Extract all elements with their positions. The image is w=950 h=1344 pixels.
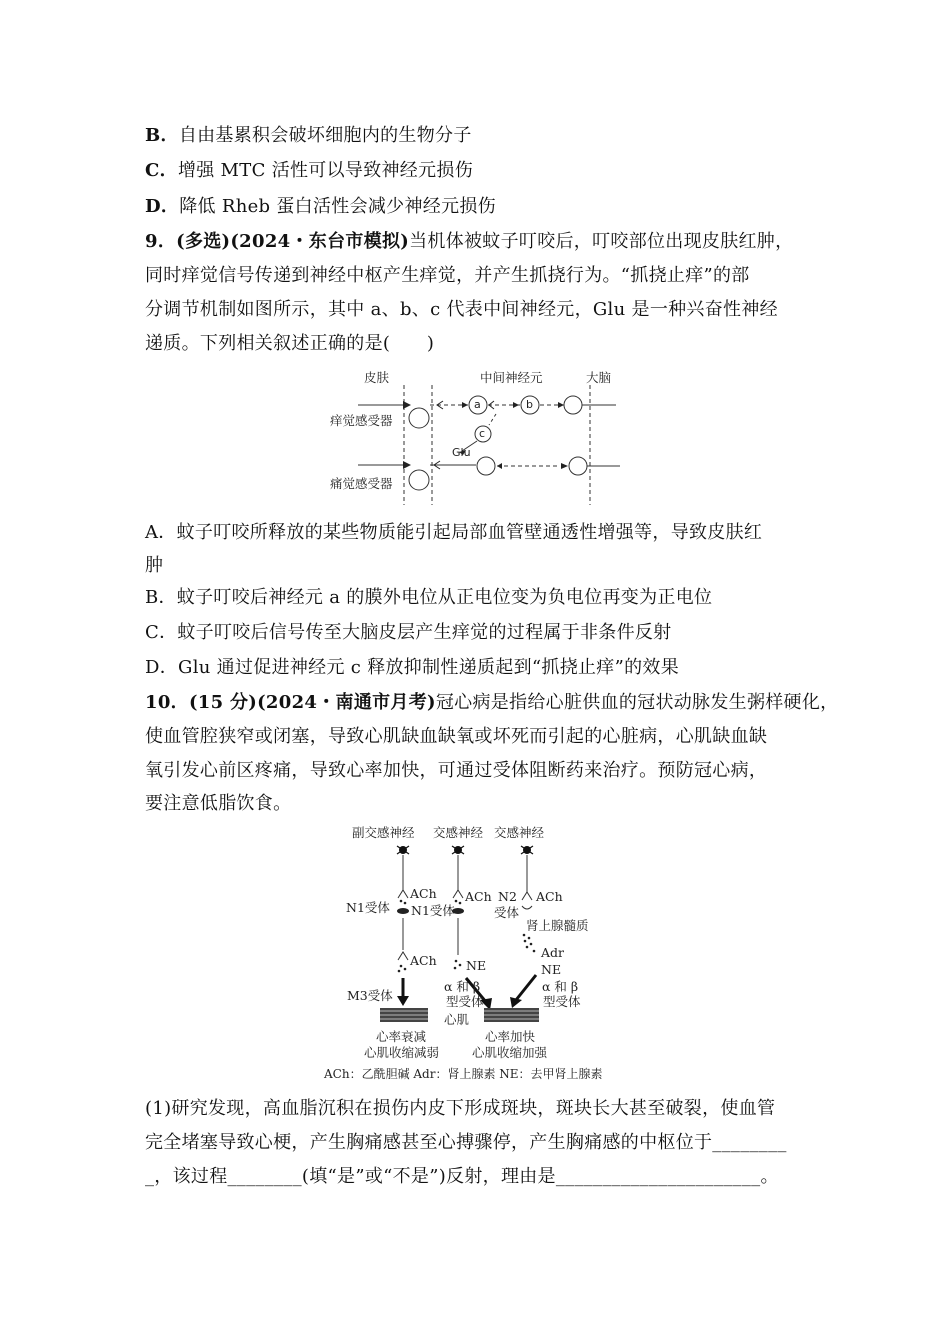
label-ach-1: ACh (410, 886, 437, 901)
question-number: 9． (145, 231, 177, 252)
label-skin: 皮肤 (364, 370, 390, 385)
q9-stem-line3: 分调节机制如图所示，其中 a、b、c 代表中间神经元，Glu 是一种兴奋性神经 (145, 299, 778, 320)
question-source: (15 分)(2024・南通市月考) (188, 692, 436, 713)
label-sympathetic-1: 交感神经 (433, 825, 484, 840)
question-source: (多选)(2024・东台市模拟) (176, 231, 410, 252)
option-letter: B． (145, 125, 179, 146)
q10-sub1-line3: _，该过程________(填“是”或“不是”)反射，理由是______________________。 (145, 1166, 779, 1187)
q9-option-a-line2: 肿 (145, 555, 164, 576)
label-ab-receptor-1: α 和 β (444, 979, 481, 994)
label-interneuron: 中间神经元 (480, 370, 543, 385)
label-m3-receptor: M3受体 (347, 988, 393, 1003)
label-ne-2: NE (541, 962, 562, 977)
label-adrenal-medulla: 肾上腺髓质 (526, 918, 589, 933)
label-ach-4: ACh (410, 953, 437, 968)
label-ach-3: ACh (536, 889, 563, 904)
label-pain-receptor: 痛觉感受器 (330, 476, 393, 491)
q9-stem-line4: 递质。下列相关叙述正确的是( ) (145, 333, 435, 354)
figure-legend: ACh：乙酰胆碱 Adr：肾上腺素 NE：去甲肾上腺素 (324, 1067, 603, 1081)
q9-option-d: D．Glu 通过促进神经元 c 释放抑制性递质起到“抓挠止痒”的效果 (145, 657, 680, 678)
label-adr: Adr (541, 945, 565, 960)
option-text: 自由基累积会破坏细胞内的生物分子 (178, 125, 472, 146)
label-parasympathetic: 副交感神经 (352, 825, 415, 840)
label-ab-receptor-1-suffix: 型受体 (446, 994, 484, 1009)
q9-option-b: B．蚊子叮咬后神经元 a 的膜外电位从正电位变为负电位再变为正电位 (145, 587, 713, 608)
label-ne-1: NE (466, 958, 487, 973)
q10-sub1-line2: 完全堵塞导致心梗，产生胸痛感甚至心搏骤停，产生胸痛感的中枢位于________ (145, 1132, 787, 1153)
node-c: c (479, 427, 486, 440)
label-n2-receptor-suffix: 受体 (494, 905, 520, 920)
option-letter: D． (145, 196, 180, 217)
label-contract-strong: 心肌收缩加强 (472, 1045, 548, 1060)
node-a: a (474, 398, 481, 411)
label-contract-weak: 心肌收缩减弱 (364, 1045, 440, 1060)
label-ach-2: ACh (465, 889, 492, 904)
label-sympathetic-2: 交感神经 (494, 825, 545, 840)
label-itch-receptor: 痒觉感受器 (330, 413, 393, 428)
label-myocardium: 心肌 (444, 1012, 470, 1027)
label-rate-up: 心率加快 (485, 1029, 536, 1044)
q10-stem-line2: 使血管腔狭窄或闭塞，导致心肌缺血缺氧或坏死而引起的心脏病，心肌缺血缺 (145, 726, 768, 747)
q9-stem-line1: 9．(多选)(2024・东台市模拟)当机体被蚊子叮咬后，叮咬部位出现皮肤红肿， (145, 231, 794, 252)
label-rate-down: 心率衰减 (376, 1029, 427, 1044)
question-number: 10． (145, 692, 189, 713)
node-b: b (526, 398, 533, 411)
label-ab-receptor-2-suffix: 型受体 (543, 994, 581, 1009)
label-glu: Glu (452, 446, 471, 459)
q10-stem-line4: 要注意低脂饮食。 (145, 793, 292, 814)
label-n1-receptor-b: N1受体 (411, 903, 455, 918)
label-ab-receptor-2: α 和 β (542, 979, 579, 994)
q10-stem-line1: 10．(15 分)(2024・南通市月考)冠心病是指给心脏供血的冠状动脉发生粥样硬化， (145, 692, 839, 713)
q10-stem-line3: 氧引发心前区疼痛，导致心率加快，可通过受体阻断药来治疗。预防冠心病， (145, 760, 768, 781)
q10-sub1-line1: (1)研究发现，高血脂沉积在损伤内皮下形成斑块，斑块长大甚至破裂，使血管 (145, 1098, 776, 1119)
label-n2-receptor: N2 (498, 889, 517, 904)
option-text: 增强 MTC 活性可以导致神经元损伤 (177, 160, 473, 181)
option-letter: C． (145, 160, 178, 181)
label-n1-receptor-a: N1受体 (346, 900, 390, 915)
q9-option-c: C．蚊子叮咬后信号传至大脑皮层产生痒觉的过程属于非条件反射 (145, 622, 672, 643)
option-text: 降低 Rheb 蛋白活性会减少神经元损伤 (179, 196, 496, 217)
label-brain: 大脑 (586, 370, 612, 385)
heart-muscle-right (484, 1008, 539, 1022)
q9-option-a-line1: A．蚊子叮咬所释放的某些物质能引起局部血管壁通透性增强等，导致皮肤红 (145, 522, 763, 543)
q9-stem-line2: 同时痒觉信号传递到神经中枢产生痒觉，并产生抓挠行为。“抓挠止痒”的部 (145, 265, 750, 286)
heart-muscle-left (380, 1008, 428, 1022)
